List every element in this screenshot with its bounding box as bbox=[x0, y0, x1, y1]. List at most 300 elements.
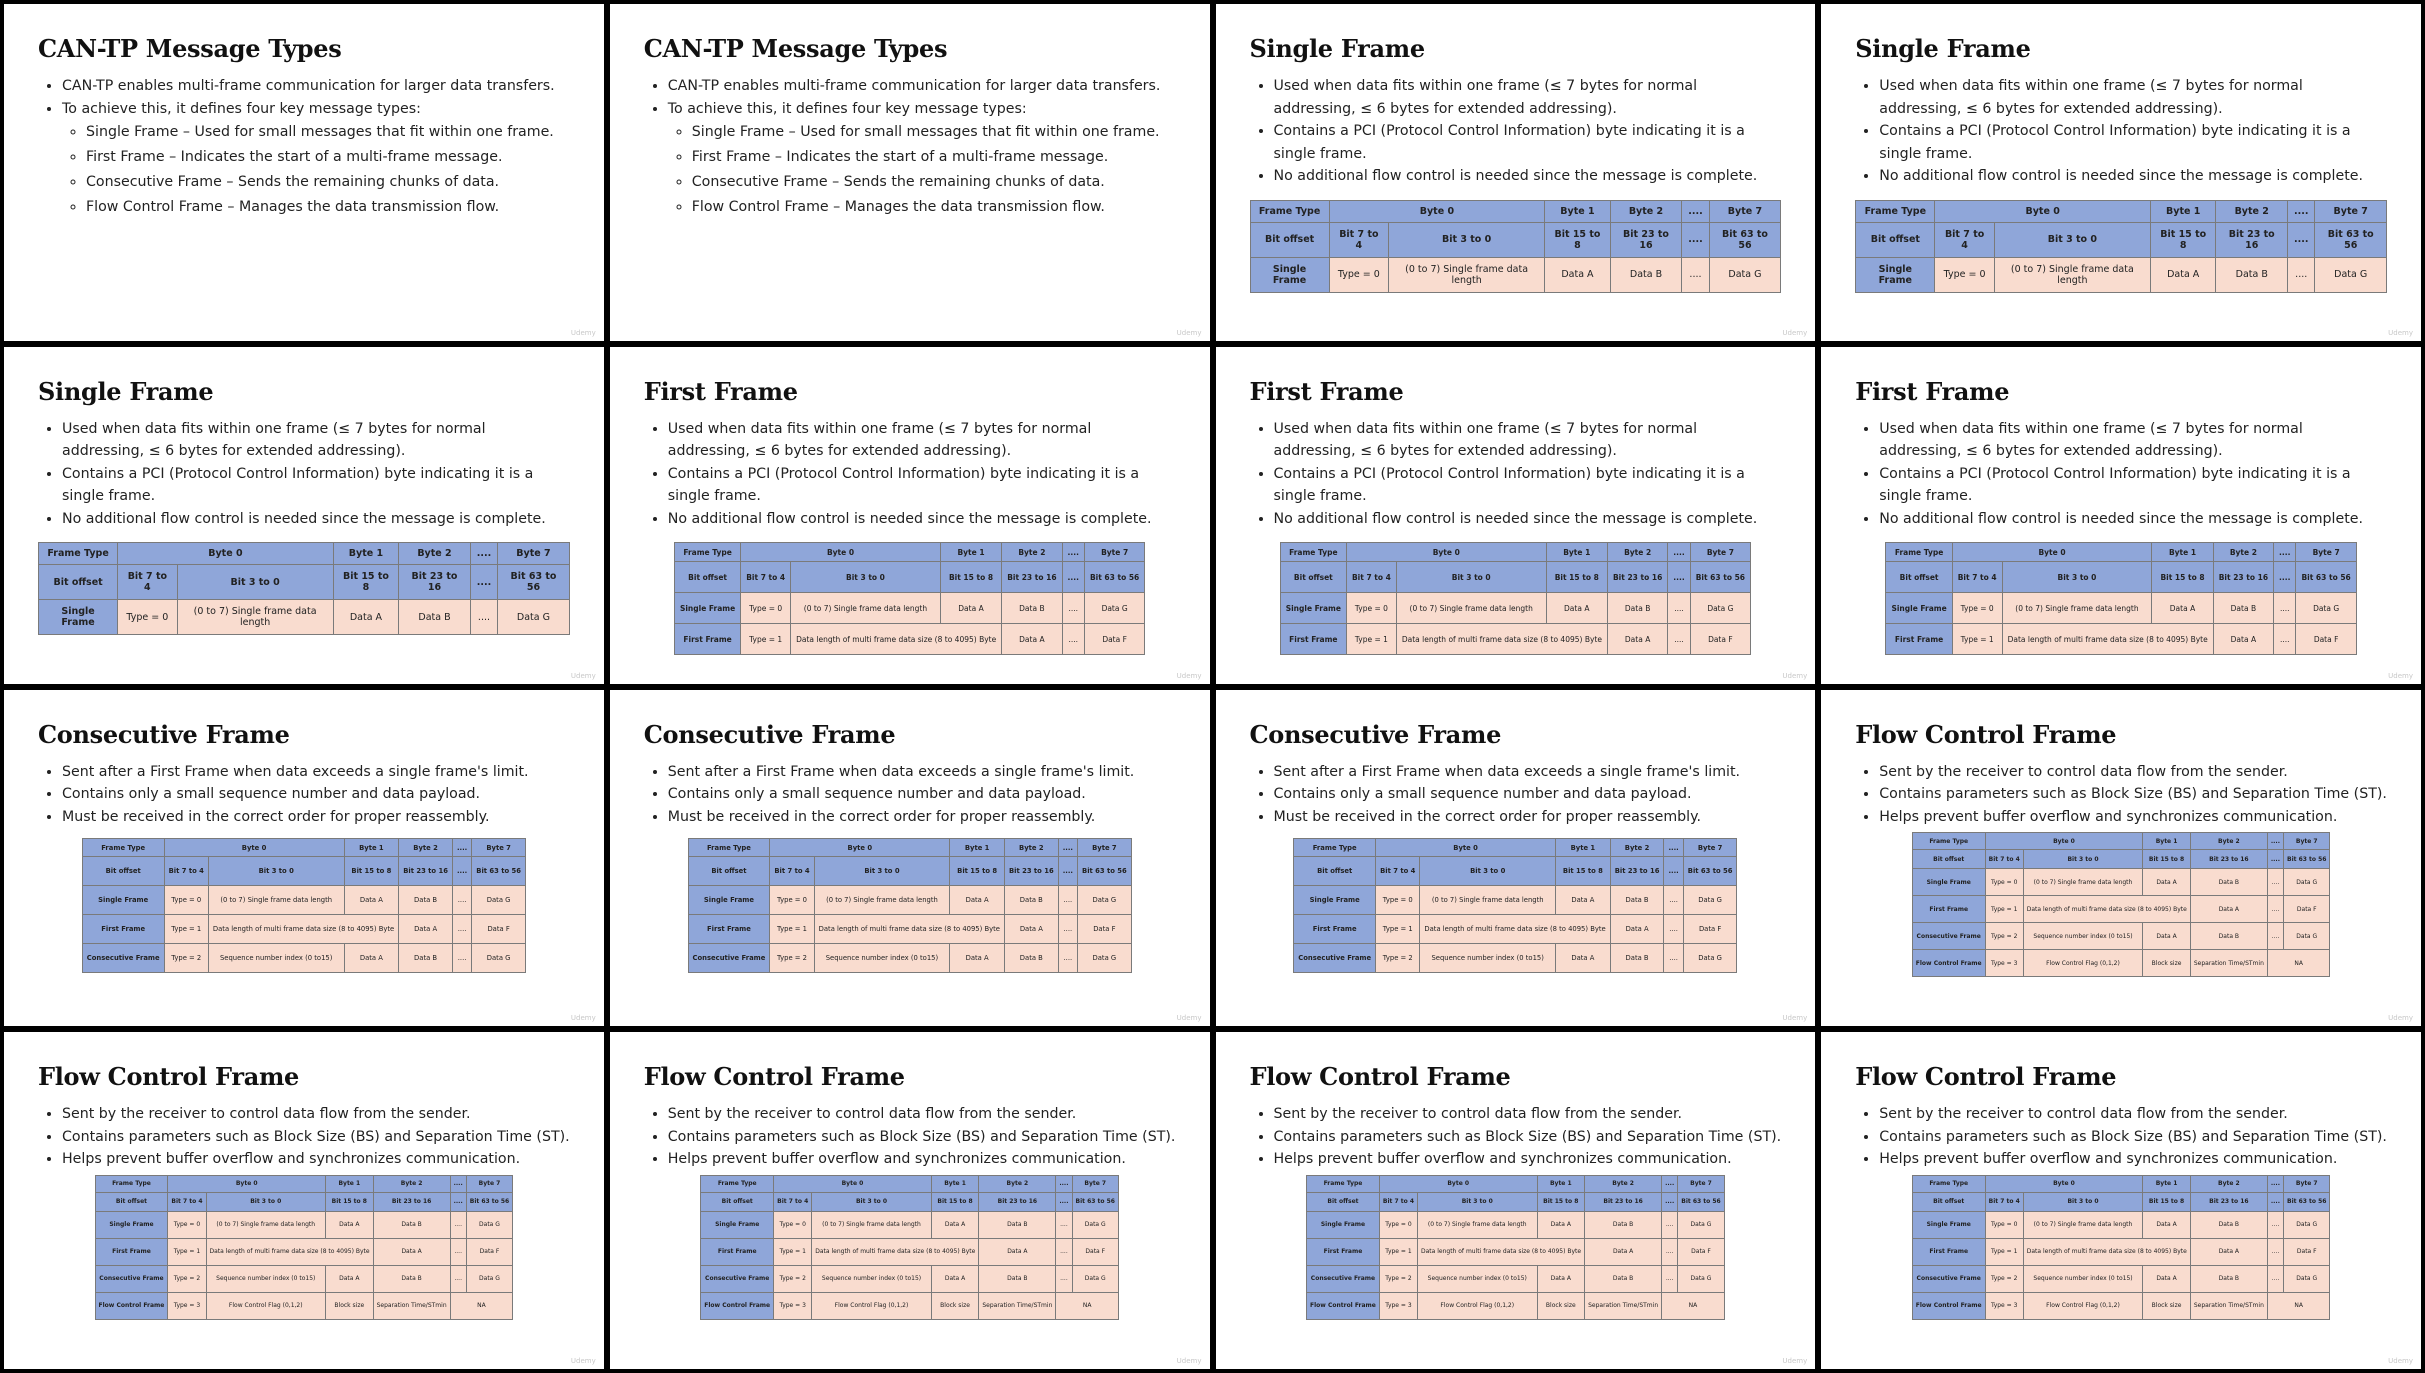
data-cell: Data A bbox=[1545, 257, 1611, 292]
table-row bbox=[39, 600, 570, 635]
bit-offset-cell: Bit 3 to 0 bbox=[2002, 562, 2152, 593]
type-cell: Type = 3 bbox=[168, 1292, 206, 1319]
bit-offset-cell: Bit 3 to 0 bbox=[791, 562, 941, 593]
data-cell: Data A bbox=[2213, 624, 2273, 655]
slide-thumbnail[interactable] bbox=[4, 1032, 604, 1369]
table-header-row bbox=[1856, 200, 2387, 222]
bit-offset-cell: Bit 15 to 8 bbox=[326, 1192, 374, 1211]
flow-flag-cell: Flow Control Flag (0,1,2) bbox=[206, 1292, 326, 1319]
data-cell: Data A bbox=[2152, 593, 2213, 624]
table-header-row bbox=[1886, 543, 2356, 562]
bit-offset-cell: Bit 3 to 0 bbox=[1389, 222, 1545, 257]
frame-type-label: Single Frame bbox=[1912, 869, 1985, 896]
bit-offset-cell: Bit offset bbox=[1294, 857, 1376, 886]
bullet-item: • Contains parameters such as Block Size (BS) and Separation Time (ST). bbox=[1879, 783, 2387, 806]
table-row bbox=[1856, 257, 2387, 292]
bit-offset-cell: Bit 3 to 0 bbox=[2023, 850, 2143, 869]
data-cell: Data B bbox=[1610, 944, 1664, 973]
bit-offset-cell: Bit offset bbox=[1307, 1192, 1380, 1211]
bit-offset-cell: Bit 7 to 4 bbox=[1935, 222, 1994, 257]
bit-offset-cell: Bit 63 to 56 bbox=[1709, 222, 1781, 257]
frame-type-label: First Frame bbox=[1912, 896, 1985, 923]
type-cell: Type = 2 bbox=[164, 944, 208, 973]
header-byte-7: Byte 7 bbox=[1678, 1175, 1724, 1192]
bullet-item: • Contains parameters such as Block Size (BS) and Separation Time (ST). bbox=[668, 1126, 1176, 1149]
bit-offset-cell: .... bbox=[2274, 562, 2296, 593]
data-cell: Data A bbox=[344, 944, 399, 973]
data-cell: (0 to 7) Single frame data length bbox=[2023, 1211, 2143, 1238]
header-frame-type: Frame Type bbox=[688, 839, 770, 857]
data-cell: .... bbox=[2267, 1211, 2283, 1238]
ellipsis-cell: .... bbox=[1056, 1238, 1072, 1265]
header-byte-2: Byte 2 bbox=[2216, 200, 2288, 222]
data-cell: Data A bbox=[2143, 1211, 2191, 1238]
header-byte-0: Byte 0 bbox=[164, 839, 344, 857]
bit-offset-cell: Bit 63 to 56 bbox=[1678, 1192, 1724, 1211]
header-byte-2: Byte 2 bbox=[399, 839, 453, 857]
bullet-item: • Used when data fits within one frame (≤ 7 bytes for normal addressing, ≤ 6 bytes for extended addressing). bbox=[1274, 418, 1782, 463]
header-ellipsis: .... bbox=[1058, 839, 1077, 857]
table-row bbox=[82, 944, 525, 973]
type-cell: Type = 0 bbox=[741, 593, 791, 624]
table-container bbox=[1855, 1175, 2387, 1320]
bullet-item: • No additional flow control is needed since the message is complete. bbox=[1879, 165, 2387, 188]
data-cell: Data B bbox=[2190, 923, 2267, 950]
table-row bbox=[674, 624, 1144, 655]
bit-offset-cell: Bit offset bbox=[688, 857, 770, 886]
slide-thumbnail[interactable] bbox=[1216, 1032, 1816, 1369]
sub-bullet-list bbox=[62, 120, 570, 220]
table-container bbox=[644, 542, 1176, 655]
table-container bbox=[1250, 200, 1782, 293]
type-cell: Type = 1 bbox=[1346, 624, 1396, 655]
data-cell: Data G bbox=[1078, 886, 1132, 915]
flow-flag-cell: Flow Control Flag (0,1,2) bbox=[2023, 1292, 2143, 1319]
bit-offset-cell: Bit 23 to 16 bbox=[2216, 222, 2288, 257]
data-cell: Data B bbox=[399, 944, 453, 973]
bullet-item: • Sent by the receiver to control data flow from the sender. bbox=[62, 1103, 570, 1126]
slide-thumbnail[interactable] bbox=[610, 4, 1210, 341]
data-cell: Data A bbox=[1002, 624, 1062, 655]
header-byte-0: Byte 0 bbox=[1985, 833, 2143, 850]
type-cell: Type = 0 bbox=[770, 886, 814, 915]
table-row-bit-offset bbox=[95, 1192, 513, 1211]
data-length-cell: Data length of multi frame data size (8 to 4095) Byte bbox=[814, 915, 1004, 944]
data-length-cell: Data length of multi frame data size (8 to 4095) Byte bbox=[791, 624, 1002, 655]
data-cell: .... bbox=[1058, 886, 1077, 915]
header-ellipsis: .... bbox=[2274, 543, 2296, 562]
bit-offset-cell: Bit 63 to 56 bbox=[1078, 857, 1132, 886]
data-cell: Data G bbox=[466, 1265, 512, 1292]
slide-thumbnail[interactable] bbox=[1216, 4, 1816, 341]
flow-flag-cell: Flow Control Flag (0,1,2) bbox=[1418, 1292, 1538, 1319]
bullet-item: • Must be received in the correct order for proper reassembly. bbox=[1274, 806, 1782, 829]
bullet-item: • No additional flow control is needed since the message is complete. bbox=[1879, 508, 2387, 531]
table-header-row bbox=[1294, 839, 1737, 857]
data-cell: Data G bbox=[1709, 257, 1781, 292]
data-cell: Data G bbox=[2315, 257, 2387, 292]
slide-thumbnail[interactable] bbox=[1821, 4, 2421, 341]
watermark: Udemy bbox=[2388, 671, 2413, 680]
slide-title: Flow Control Frame bbox=[643, 1062, 905, 1092]
type-cell: Type = 1 bbox=[741, 624, 791, 655]
data-cell: Data A bbox=[1585, 1238, 1662, 1265]
type-cell: Type = 3 bbox=[1379, 1292, 1417, 1319]
bullet-list bbox=[38, 761, 570, 829]
table-row bbox=[701, 1211, 1119, 1238]
bit-offset-cell: Bit 15 to 8 bbox=[2143, 1192, 2191, 1211]
bit-offset-cell: .... bbox=[1056, 1192, 1072, 1211]
header-byte-2: Byte 2 bbox=[1585, 1175, 1662, 1192]
frame-type-label: Single Frame bbox=[688, 886, 770, 915]
header-byte-2: Byte 2 bbox=[1004, 839, 1058, 857]
bit-offset-cell: Bit 63 to 56 bbox=[2315, 222, 2387, 257]
table-row bbox=[1912, 1265, 2330, 1292]
data-length-cell: Data length of multi frame data size (8 to 4095) Byte bbox=[208, 915, 398, 944]
bullet-item: • Contains a PCI (Protocol Control Information) byte indicating it is a single frame. bbox=[1879, 463, 2387, 508]
bullet-item: • Sent after a First Frame when data exceeds a single frame's limit. bbox=[1274, 761, 1782, 784]
data-cell: .... bbox=[1668, 593, 1690, 624]
slide-thumbnail[interactable] bbox=[4, 4, 604, 341]
header-byte-1: Byte 1 bbox=[333, 543, 399, 565]
header-byte-7: Byte 7 bbox=[2315, 200, 2387, 222]
bullet-item: • Helps prevent buffer overflow and synchronizes communication. bbox=[1879, 1148, 2387, 1171]
slide-title: Consecutive Frame bbox=[38, 719, 290, 749]
bit-offset-cell: Bit 7 to 4 bbox=[774, 1192, 812, 1211]
bullet-item: • Contains a PCI (Protocol Control Information) byte indicating it is a single frame. bbox=[1879, 120, 2387, 165]
data-cell: Data B bbox=[2213, 593, 2273, 624]
watermark: Udemy bbox=[570, 671, 596, 680]
data-cell: Data B bbox=[399, 600, 471, 635]
data-cell: Data A bbox=[2190, 896, 2267, 923]
bit-offset-cell: Bit 63 to 56 bbox=[2284, 1192, 2330, 1211]
header-frame-type: Frame Type bbox=[95, 1175, 168, 1192]
type-cell: Type = 2 bbox=[1379, 1265, 1417, 1292]
data-cell: .... bbox=[2267, 1265, 2283, 1292]
table-row bbox=[82, 915, 525, 944]
type-cell: Type = 0 bbox=[1376, 886, 1420, 915]
bit-offset-cell: Bit 15 to 8 bbox=[1545, 222, 1611, 257]
type-cell: Type = 0 bbox=[1952, 593, 2002, 624]
data-cell: (0 to 7) Single frame data length bbox=[2023, 869, 2143, 896]
frame-type-label: Single Frame bbox=[1280, 593, 1346, 624]
data-cell: Sequence number index (0 to15) bbox=[814, 944, 950, 973]
frame-format-table bbox=[688, 838, 1132, 973]
header-frame-type: Frame Type bbox=[39, 543, 118, 565]
frame-type-label: Single Frame bbox=[82, 886, 164, 915]
bullet-item: • CAN-TP enables multi-frame communication for larger data transfers. bbox=[62, 75, 570, 98]
table-row bbox=[1886, 624, 2356, 655]
slide-thumbnail[interactable] bbox=[1821, 1032, 2421, 1369]
type-cell: Type = 0 bbox=[118, 600, 177, 635]
sub-list-container bbox=[62, 120, 570, 220]
table-row bbox=[1307, 1265, 1725, 1292]
bullet-list bbox=[1855, 75, 2387, 188]
data-cell: Data A bbox=[2190, 1238, 2267, 1265]
table-row-bit-offset bbox=[674, 562, 1144, 593]
bit-offset-cell: Bit offset bbox=[1912, 1192, 1985, 1211]
bullet-list bbox=[1250, 75, 1782, 188]
table-container bbox=[1855, 542, 2387, 655]
bullet-item: • Must be received in the correct order for proper reassembly. bbox=[62, 806, 570, 829]
table-row bbox=[95, 1211, 513, 1238]
table-row bbox=[1912, 1211, 2330, 1238]
data-cell: Data G bbox=[1072, 1211, 1118, 1238]
header-byte-1: Byte 1 bbox=[2143, 833, 2191, 850]
bullet-item: • Must be received in the correct order for proper reassembly. bbox=[668, 806, 1176, 829]
bit-offset-cell: .... bbox=[470, 565, 497, 600]
type-cell: Type = 1 bbox=[770, 915, 814, 944]
header-byte-7: Byte 7 bbox=[498, 543, 570, 565]
slide-title: Flow Control Frame bbox=[1249, 1062, 1511, 1092]
data-cell: Data A bbox=[399, 915, 453, 944]
data-cell: .... bbox=[1662, 1211, 1678, 1238]
type-cell: Type = 0 bbox=[1985, 1211, 2023, 1238]
header-ellipsis: .... bbox=[2288, 200, 2315, 222]
frame-type-label: First Frame bbox=[674, 624, 740, 655]
header-byte-0: Byte 0 bbox=[774, 1175, 932, 1192]
bit-offset-cell: Bit 15 to 8 bbox=[2150, 222, 2216, 257]
data-cell: Data B bbox=[2190, 1211, 2267, 1238]
slide-title: Single Frame bbox=[1249, 34, 1425, 63]
bit-offset-cell: Bit 7 to 4 bbox=[1376, 857, 1420, 886]
header-ellipsis: .... bbox=[470, 543, 497, 565]
frame-format-table bbox=[1912, 1175, 2331, 1320]
table-row bbox=[1912, 1238, 2330, 1265]
data-length-cell: Data length of multi frame data size (8 to 4095) Byte bbox=[2023, 896, 2190, 923]
table-header-row bbox=[1912, 833, 2330, 850]
bullet-item: • Sent by the receiver to control data flow from the sender. bbox=[1879, 1103, 2387, 1126]
table-container bbox=[644, 1175, 1176, 1320]
frame-type-label: Single Frame bbox=[674, 593, 740, 624]
data-cell: Sequence number index (0 to15) bbox=[206, 1265, 326, 1292]
data-cell: Data B bbox=[979, 1265, 1056, 1292]
frame-type-label: Single Frame bbox=[1912, 1211, 1985, 1238]
data-cell: (0 to 7) Single frame data length bbox=[177, 600, 333, 635]
table-row-bit-offset bbox=[82, 857, 525, 886]
slide-thumbnail[interactable] bbox=[4, 347, 604, 684]
header-ellipsis: .... bbox=[1062, 543, 1084, 562]
bullet-item: • Contains a PCI (Protocol Control Information) byte indicating it is a single frame. bbox=[62, 463, 570, 508]
header-frame-type: Frame Type bbox=[701, 1175, 774, 1192]
bullet-item: • Contains a PCI (Protocol Control Information) byte indicating it is a single frame. bbox=[1274, 120, 1782, 165]
bit-offset-cell: Bit 3 to 0 bbox=[206, 1192, 326, 1211]
data-cell: Data B bbox=[373, 1265, 450, 1292]
bit-offset-cell: Bit 3 to 0 bbox=[2023, 1192, 2143, 1211]
frame-type-label: Flow Control Frame bbox=[1307, 1292, 1380, 1319]
data-cell: Data F bbox=[1084, 624, 1144, 655]
data-length-cell: Data length of multi frame data size (8 to 4095) Byte bbox=[1418, 1238, 1585, 1265]
header-byte-0: Byte 0 bbox=[1379, 1175, 1537, 1192]
bullet-item: • Helps prevent buffer overflow and synchronizes communication. bbox=[1274, 1148, 1782, 1171]
data-length-cell: Data length of multi frame data size (8 to 4095) Byte bbox=[1396, 624, 1607, 655]
data-cell: .... bbox=[2288, 257, 2315, 292]
bit-offset-cell: .... bbox=[2288, 222, 2315, 257]
table-container bbox=[38, 542, 570, 635]
header-ellipsis: .... bbox=[1056, 1175, 1072, 1192]
frame-type-label: First Frame bbox=[701, 1238, 774, 1265]
header-byte-7: Byte 7 bbox=[472, 839, 526, 857]
header-byte-7: Byte 7 bbox=[1683, 839, 1737, 857]
data-cell: Data A bbox=[333, 600, 399, 635]
header-byte-0: Byte 0 bbox=[1952, 543, 2152, 562]
bit-offset-cell: Bit 23 to 16 bbox=[2190, 850, 2267, 869]
frame-type-label: First Frame bbox=[1280, 624, 1346, 655]
bullet-item: • Used when data fits within one frame (≤ 7 bytes for normal addressing, ≤ 6 bytes for extended addressing). bbox=[1879, 418, 2387, 463]
bullet-item: • Contains only a small sequence number and data payload. bbox=[62, 783, 570, 806]
type-cell: Type = 0 bbox=[1935, 257, 1994, 292]
separation-time-cell: Separation Time/STmin bbox=[979, 1292, 1056, 1319]
frame-format-table bbox=[1280, 542, 1751, 655]
bullet-item: • Used when data fits within one frame (≤ 7 bytes for normal addressing, ≤ 6 bytes for extended addressing). bbox=[62, 418, 570, 463]
data-cell: (0 to 7) Single frame data length bbox=[1389, 257, 1545, 292]
frame-format-table bbox=[38, 542, 570, 635]
data-cell: Data F bbox=[2284, 896, 2330, 923]
slide-thumbnail[interactable] bbox=[610, 347, 1210, 684]
frame-format-table bbox=[674, 542, 1145, 655]
table-row-bit-offset bbox=[1280, 562, 1750, 593]
block-size-cell: Block size bbox=[326, 1292, 374, 1319]
table-header-row bbox=[95, 1175, 513, 1192]
data-length-cell: Data length of multi frame data size (8 to 4095) Byte bbox=[1420, 915, 1610, 944]
header-byte-0: Byte 0 bbox=[741, 543, 941, 562]
header-byte-7: Byte 7 bbox=[2296, 543, 2356, 562]
header-frame-type: Frame Type bbox=[1886, 543, 1952, 562]
header-byte-2: Byte 2 bbox=[2213, 543, 2273, 562]
bit-offset-cell: Bit 15 to 8 bbox=[344, 857, 399, 886]
header-byte-7: Byte 7 bbox=[1709, 200, 1781, 222]
frame-type-label: Single Frame bbox=[1307, 1211, 1380, 1238]
data-length-cell: Data length of multi frame data size (8 to 4095) Byte bbox=[206, 1238, 373, 1265]
bullet-list bbox=[38, 75, 570, 220]
bit-offset-cell: Bit offset bbox=[1280, 562, 1346, 593]
frame-type-label: Single Frame bbox=[701, 1211, 774, 1238]
header-byte-0: Byte 0 bbox=[118, 543, 333, 565]
bit-offset-cell: Bit 23 to 16 bbox=[1610, 222, 1682, 257]
slide-thumbnail[interactable] bbox=[4, 690, 604, 1027]
table-row bbox=[688, 944, 1131, 973]
bullet-item: • Used when data fits within one frame (≤ 7 bytes for normal addressing, ≤ 6 bytes for extended addressing). bbox=[1274, 75, 1782, 120]
data-cell: Data F bbox=[2296, 624, 2356, 655]
table-row bbox=[1912, 869, 2330, 896]
data-cell: Data B bbox=[2190, 1265, 2267, 1292]
slide-thumbnail[interactable] bbox=[1821, 347, 2421, 684]
data-cell: Data G bbox=[1690, 593, 1750, 624]
bullet-item: • No additional flow control is needed since the message is complete. bbox=[62, 508, 570, 531]
bit-offset-cell: Bit 23 to 16 bbox=[1002, 562, 1062, 593]
type-cell: Type = 0 bbox=[774, 1211, 812, 1238]
bit-offset-cell: Bit 15 to 8 bbox=[2152, 562, 2213, 593]
frame-format-table bbox=[700, 1175, 1119, 1320]
frame-type-label: Flow Control Frame bbox=[1912, 1292, 1985, 1319]
slide-thumbnail[interactable] bbox=[1216, 347, 1816, 684]
table-container bbox=[1250, 542, 1782, 655]
data-cell: Data B bbox=[1002, 593, 1062, 624]
bit-offset-cell: Bit 7 to 4 bbox=[118, 565, 177, 600]
watermark: Udemy bbox=[570, 1014, 596, 1023]
data-cell: .... bbox=[1056, 1265, 1072, 1292]
table-row bbox=[1307, 1211, 1725, 1238]
table-row bbox=[701, 1238, 1119, 1265]
slide-thumbnail[interactable] bbox=[610, 1032, 1210, 1369]
bit-offset-cell: Bit 7 to 4 bbox=[164, 857, 208, 886]
data-cell: Data F bbox=[2284, 1238, 2330, 1265]
bullet-item: • Contains parameters such as Block Size (BS) and Separation Time (ST). bbox=[1274, 1126, 1782, 1149]
watermark: Udemy bbox=[1176, 1357, 1202, 1365]
type-cell: Type = 1 bbox=[774, 1238, 812, 1265]
data-cell: Data G bbox=[466, 1211, 512, 1238]
table-container bbox=[1855, 200, 2387, 293]
data-cell: .... bbox=[1662, 1265, 1678, 1292]
header-byte-1: Byte 1 bbox=[1537, 1175, 1585, 1192]
data-cell: Data B bbox=[1585, 1211, 1662, 1238]
bit-offset-cell: Bit 3 to 0 bbox=[1420, 857, 1556, 886]
bit-offset-cell: Bit offset bbox=[701, 1192, 774, 1211]
data-length-cell: Data length of multi frame data size (8 to 4095) Byte bbox=[812, 1238, 979, 1265]
frame-type-label: First Frame bbox=[1912, 1238, 1985, 1265]
table-container bbox=[1855, 832, 2387, 977]
header-byte-1: Byte 1 bbox=[2150, 200, 2216, 222]
data-cell: (0 to 7) Single frame data length bbox=[791, 593, 941, 624]
frame-type-label: Single Frame bbox=[39, 600, 118, 635]
bit-offset-cell: Bit 7 to 4 bbox=[741, 562, 791, 593]
bit-offset-cell: Bit 15 to 8 bbox=[940, 562, 1001, 593]
data-cell: Data B bbox=[1585, 1265, 1662, 1292]
type-cell: Type = 1 bbox=[1376, 915, 1420, 944]
slide-thumbnail[interactable] bbox=[1821, 690, 2421, 1027]
table-row bbox=[1294, 915, 1737, 944]
slide-title: First Frame bbox=[643, 376, 798, 406]
bullet-list bbox=[38, 418, 570, 531]
slide-thumbnail[interactable] bbox=[610, 690, 1210, 1027]
table-row-bit-offset bbox=[1912, 850, 2330, 869]
data-cell: Data G bbox=[498, 600, 570, 635]
data-cell: Data G bbox=[1683, 886, 1737, 915]
data-cell: (0 to 7) Single frame data length bbox=[1418, 1211, 1538, 1238]
table-header-row bbox=[688, 839, 1131, 857]
slide-thumbnail[interactable] bbox=[1216, 690, 1816, 1027]
bit-offset-cell: Bit 7 to 4 bbox=[1985, 1192, 2023, 1211]
table-row-bit-offset bbox=[39, 565, 570, 600]
frame-type-label: First Frame bbox=[1307, 1238, 1380, 1265]
bit-offset-cell: Bit 23 to 16 bbox=[1610, 857, 1664, 886]
type-cell: Type = 3 bbox=[774, 1292, 812, 1319]
table-row bbox=[701, 1292, 1119, 1319]
bit-offset-cell: Bit 23 to 16 bbox=[979, 1192, 1056, 1211]
frame-type-label: Single Frame bbox=[1886, 593, 1952, 624]
block-size-cell: Block size bbox=[1537, 1292, 1585, 1319]
sub-bullet-item: ◦ First Frame – Indicates the start of a multi-frame message. bbox=[86, 145, 570, 170]
data-cell: Data A bbox=[2150, 257, 2216, 292]
table-row bbox=[1294, 944, 1737, 973]
sub-bullet-item: ◦ Single Frame – Used for small messages that fit within one frame. bbox=[692, 120, 1176, 145]
header-byte-2: Byte 2 bbox=[1610, 200, 1682, 222]
bit-offset-cell: Bit 3 to 0 bbox=[1396, 562, 1546, 593]
table-row bbox=[1294, 886, 1737, 915]
type-cell: Type = 0 bbox=[1985, 869, 2023, 896]
slide-title: Consecutive Frame bbox=[643, 719, 896, 749]
bit-offset-cell: Bit 7 to 4 bbox=[1379, 1192, 1417, 1211]
bullet-item: • Helps prevent buffer overflow and synchronizes communication. bbox=[62, 1148, 570, 1171]
frame-type-label: Consecutive Frame bbox=[82, 944, 164, 973]
frame-format-table bbox=[1885, 542, 2356, 655]
data-cell: Data A bbox=[2143, 923, 2191, 950]
header-frame-type: Frame Type bbox=[1912, 833, 1985, 850]
bit-offset-cell: .... bbox=[1668, 562, 1690, 593]
data-cell: (0 to 7) Single frame data length bbox=[206, 1211, 326, 1238]
data-cell: Data A bbox=[1537, 1265, 1585, 1292]
bullet-list bbox=[644, 1103, 1176, 1171]
